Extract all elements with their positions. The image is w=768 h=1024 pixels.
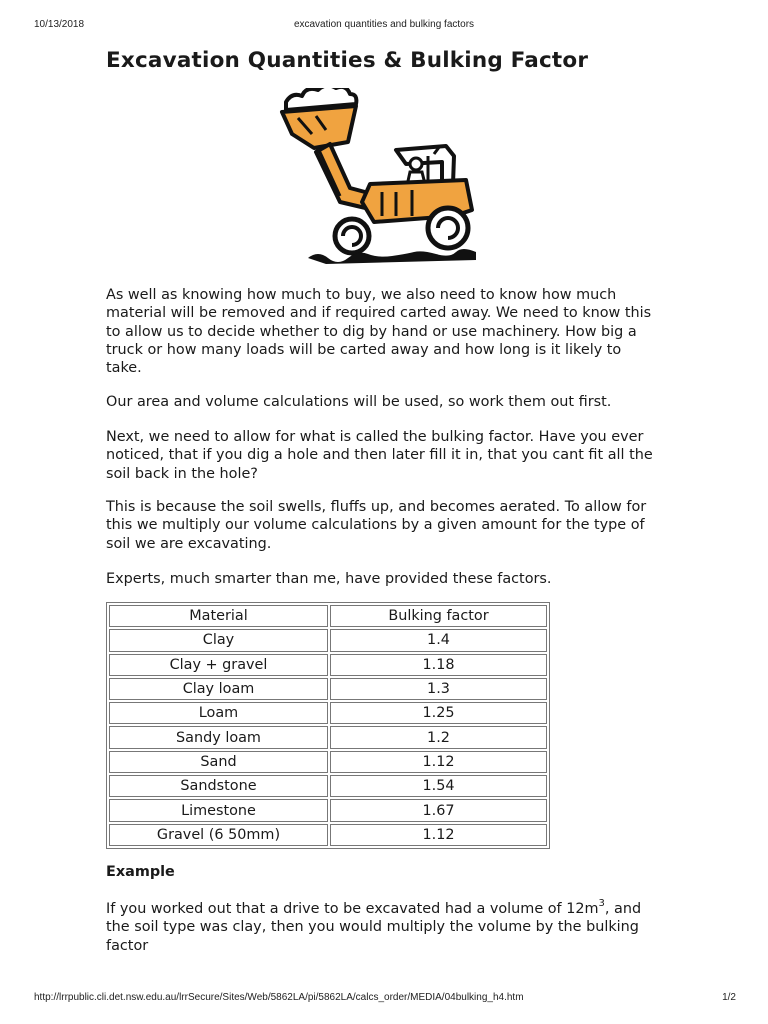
table-row — [109, 702, 547, 724]
material-cell: Limestone — [109, 799, 328, 821]
material-cell: Gravel (6 50mm) — [109, 824, 328, 846]
example-text-start: If you worked out that a drive to be excavated had a volume of 12m — [106, 901, 599, 917]
factor-cell: 1.18 — [330, 654, 547, 676]
factor-cell: 1.2 — [330, 726, 547, 748]
paragraph-bulking-intro: Next, we need to allow for what is called the bulking factor. Have you ever noticed, that if you dig a hole and then later fill it in, that you cant fit all the soil back in the hole? — [106, 429, 653, 482]
example-text-end: , and the soil type was clay, then you would multiply the volume by the bulking factor — [106, 901, 642, 954]
example-heading: Example — [106, 864, 175, 880]
material-cell: Sand — [109, 751, 328, 773]
paragraph-intro: As well as knowing how much to buy, we also need to know how much material will be removed and if required carted away. We need to know this to allow us to decide whether to dig by hand or use machinery. How big a truck or how many loads will be carted away and how long is it likely to take. — [106, 287, 652, 377]
table-row — [109, 775, 547, 797]
table-row — [109, 751, 547, 773]
print-page-title: excavation quantities and bulking factors — [293, 19, 475, 30]
table-row — [109, 654, 547, 676]
print-footer — [0, 992, 768, 1006]
material-cell: Clay + gravel — [109, 654, 328, 676]
material-cell: Sandstone — [109, 775, 328, 797]
document-title-block — [106, 44, 654, 78]
print-page-number: 1/2 — [722, 992, 736, 1003]
factor-cell: 1.54 — [330, 775, 547, 797]
cubic-superscript: 3 — [598, 898, 605, 910]
table-row — [109, 824, 547, 846]
paragraph-calculations: Our area and volume calculations will be used, so work them out first. — [106, 394, 612, 410]
print-header — [0, 19, 768, 33]
table-row — [109, 629, 547, 651]
factor-cell: 1.12 — [330, 751, 547, 773]
print-url: http://lrrpublic.cli.det.nsw.edu.au/lrrSecure/Sites/Web/5862LA/pi/5862LA/calcs_order/MEDIA/04bulking_h4.htm — [34, 992, 524, 1003]
paragraph-bulking-reason: This is because the soil swells, fluffs up, and becomes aerated. To allow for this we multiply our volume calculations by a given amount for the type of soil we are excavating. — [106, 499, 647, 552]
factor-cell: 1.67 — [330, 799, 547, 821]
factor-cell: 1.12 — [330, 824, 547, 846]
excavator-clipart — [278, 88, 496, 268]
table-header-row — [109, 605, 547, 627]
table-row — [109, 726, 547, 748]
material-cell: Loam — [109, 702, 328, 724]
table-row — [109, 678, 547, 700]
factor-cell: 1.25 — [330, 702, 547, 724]
factor-cell: 1.4 — [330, 629, 547, 651]
paragraph-experts: Experts, much smarter than me, have provided these factors. — [106, 571, 552, 587]
table-header-material: Material — [109, 605, 328, 627]
print-date: 10/13/2018 — [34, 19, 85, 30]
page-title: Excavation Quantities & Bulking Factor — [106, 48, 589, 73]
table-row — [109, 799, 547, 821]
material-cell: Clay loam — [109, 678, 328, 700]
material-cell: Clay — [109, 629, 328, 651]
table-header-factor: Bulking factor — [330, 605, 547, 627]
material-cell: Sandy loam — [109, 726, 328, 748]
bulking-factor-table — [106, 602, 550, 849]
example-paragraph — [106, 900, 654, 955]
factor-cell: 1.3 — [330, 678, 547, 700]
